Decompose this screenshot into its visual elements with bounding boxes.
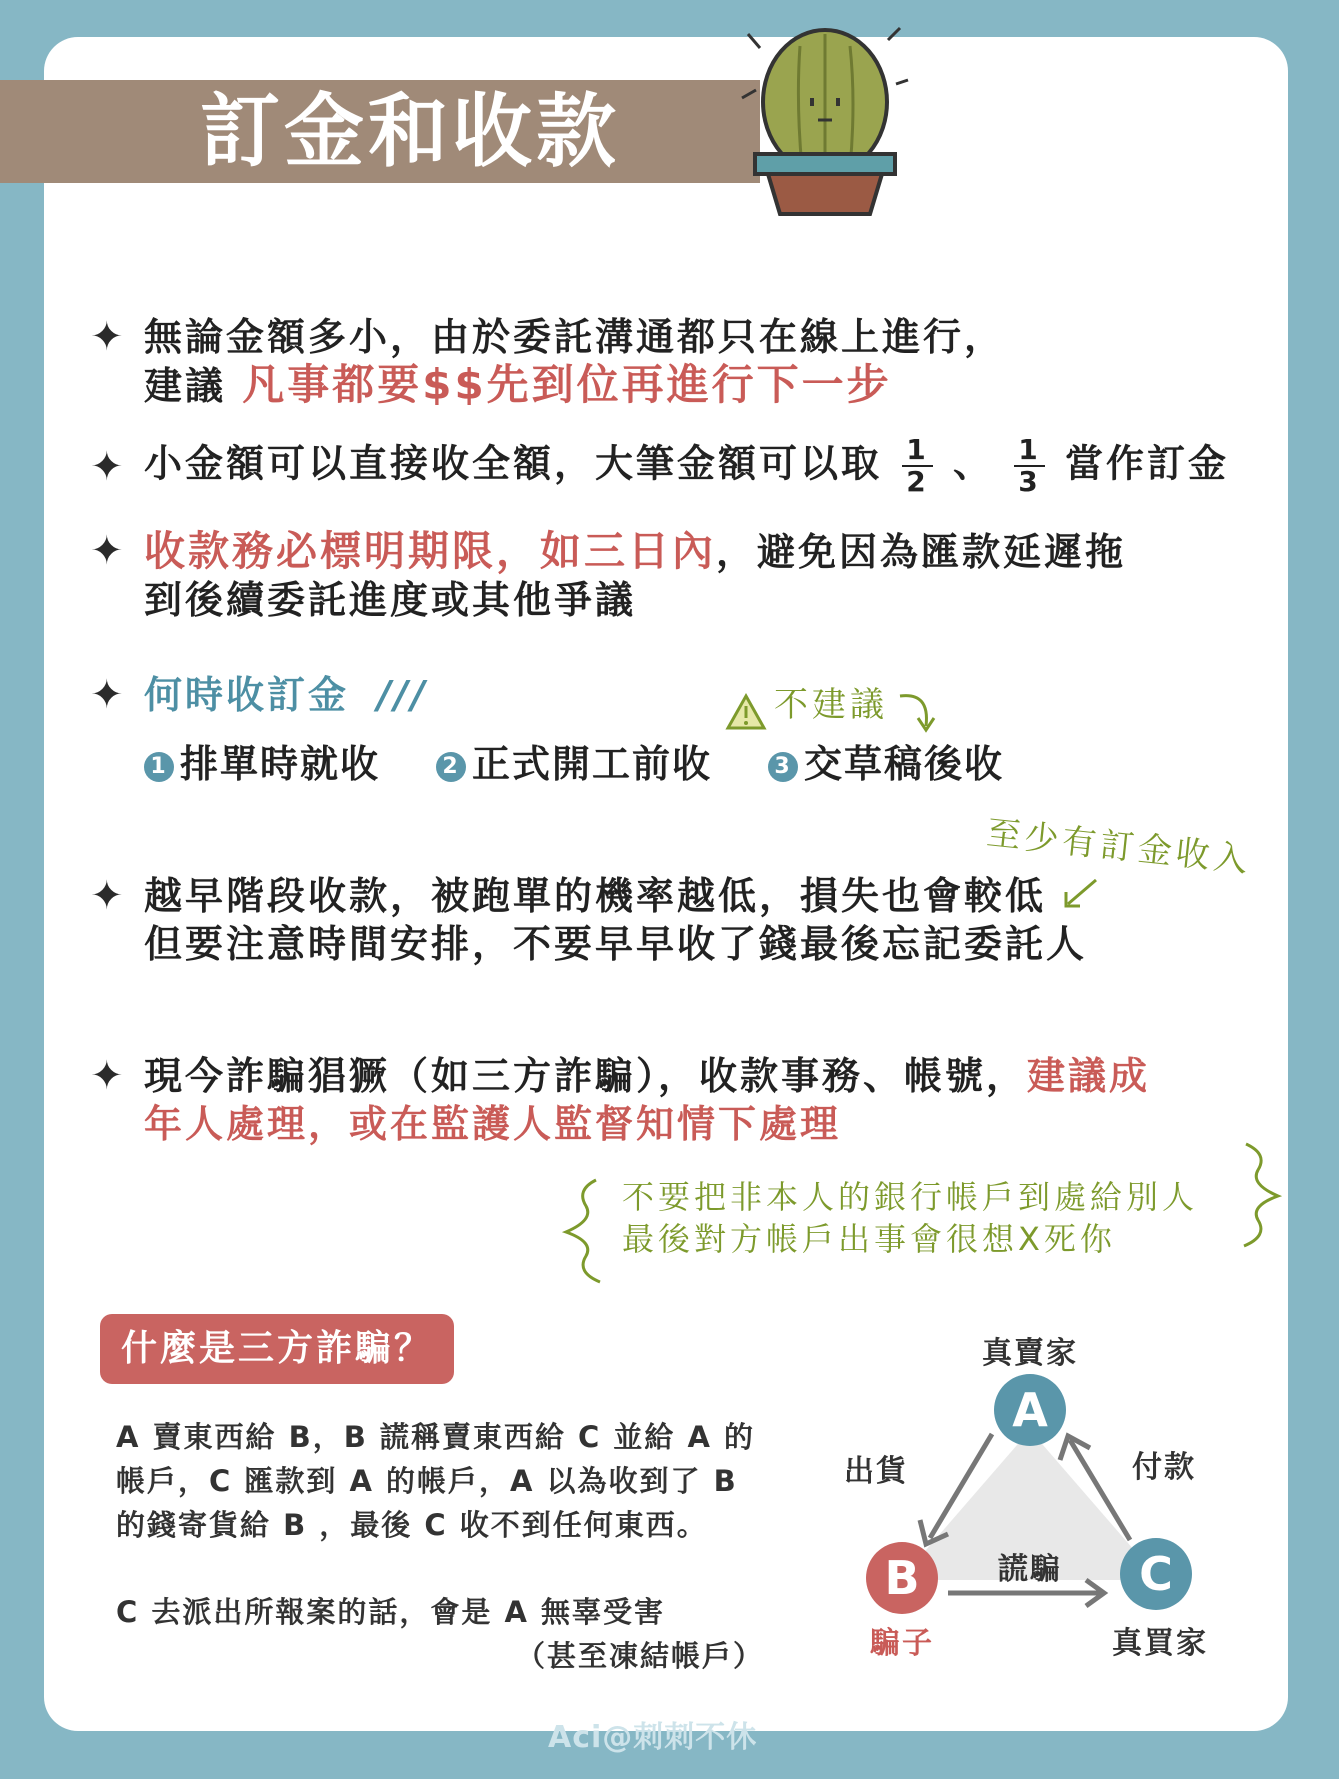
bank-account-note: 不要把非本人的銀行帳戶到處給別人 最後對方帳戶出事會很想X死你 — [622, 1178, 1199, 1258]
step-3: 3 交草稿後收 — [768, 740, 1004, 788]
star-bullet-icon: ✦ — [90, 672, 124, 718]
cactus-mascot-icon — [740, 18, 910, 218]
bullet-4-heading: 何時收訂金 /// — [144, 673, 428, 717]
label-real-seller: 真賣家 — [982, 1336, 1078, 1371]
edge-pay: 付款 — [1132, 1450, 1196, 1485]
step-1: 1 排單時就收 — [144, 740, 380, 788]
deposit-income-note: 至少有訂金收入 — [984, 813, 1254, 881]
star-bullet-icon: ✦ — [90, 314, 124, 360]
star-bullet-icon: ✦ — [90, 444, 124, 490]
star-bullet-icon: ✦ — [90, 873, 124, 919]
node-a: A — [994, 1374, 1066, 1446]
fraud-explanation: A 賣東西給 B，B 謊稱賣東西給 C 並給 A 的 帳戶，C 匯款到 A 的帳戶，A 以為收到了 B 的錢寄貨給 B ，最後 C 收不到任何東西。 — [116, 1420, 756, 1542]
page-title: 訂金和收款 — [200, 85, 620, 178]
star-bullet-icon: ✦ — [90, 528, 124, 574]
bullet-6: 現今詐騙猖獗（如三方詐騙），收款事務、帳號，建議成 年人處理，或在監護人監督知情下處理 — [144, 1054, 1151, 1146]
curved-arrow-icon — [896, 688, 946, 736]
author-watermark: Aci@刺刺不休 — [548, 1720, 758, 1755]
bullet-5: 越早階段收款，被跑單的機率越低，損失也會較低 但要注意時間安排，不要早早收了錢最後忘記委託人 — [144, 874, 1088, 966]
left-squiggle-brace — [556, 1176, 616, 1286]
fraction-third: $\frac{1}{3}$ — [1014, 435, 1044, 497]
warning-icon — [724, 692, 768, 732]
star-bullet-icon: ✦ — [90, 1053, 124, 1099]
node-c: C — [1120, 1538, 1192, 1610]
bullet-3: 收款務必標明期限，如三日內，避免因為匯款延遲拖 到後續委託進度或其他爭議 — [144, 527, 1127, 622]
node-b: B — [866, 1542, 938, 1614]
edge-deceive: 謊騙 — [998, 1552, 1062, 1587]
bullet-1-highlight: 凡事都要$$先到位再進行下一步 — [242, 360, 892, 409]
fraud-question-badge: 什麼是三方詐騙？ — [100, 1314, 454, 1384]
fraud-consequence: C 去派出所報案的話，會是 A 無辜受害 （甚至凍結帳戶） — [116, 1595, 765, 1673]
label-real-buyer: 真買家 — [1112, 1626, 1208, 1661]
fraction-half: $\frac{1}{2}$ — [902, 435, 932, 497]
edge-ship: 出貨 — [844, 1454, 908, 1489]
bullet-1: 無論金額多小，由於委託溝通都只在線上進行， 建議 凡事都要$$先到位再進行下一步 — [144, 315, 1006, 409]
label-scammer: 騙子 — [870, 1626, 934, 1661]
bullet-2: 小金額可以直接收全額，大筆金額可以取 $\frac{1}{2}$ 、 $\frac{1}{3}$ 當作訂金 — [144, 433, 1229, 498]
right-squiggle-brace — [1232, 1140, 1292, 1250]
not-recommended-note: 不建議 — [774, 685, 888, 725]
step-2: 2 正式開工前收 — [436, 740, 712, 788]
